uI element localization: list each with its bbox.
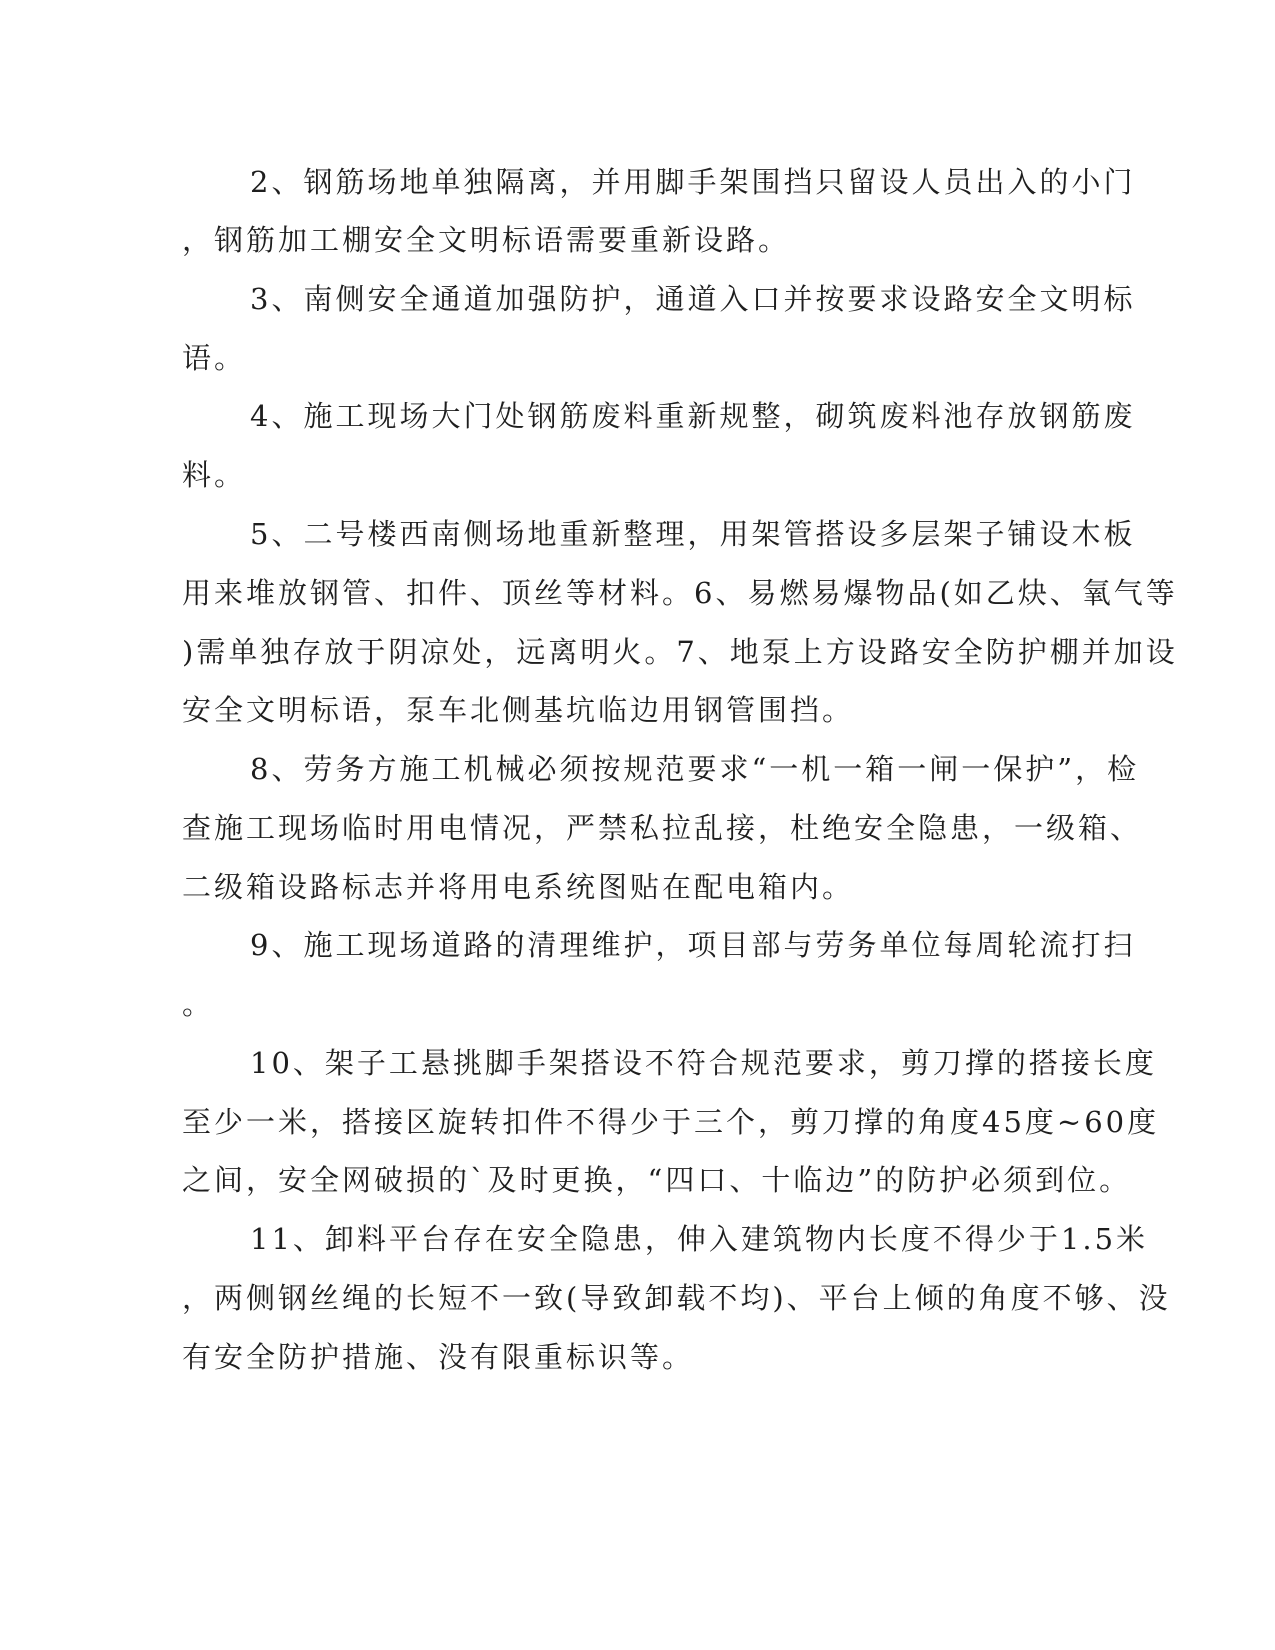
text-line-12: 查施工现场临时用电情况，严禁私拉乱接，杜绝安全隐患，一级箱、 xyxy=(182,811,1143,845)
text-line-2: ，钢筋加工棚安全文明标语需要重新设路。 xyxy=(182,223,791,257)
text-line-3: 3、南侧安全通道加强防护，通道入口并按要求设路安全文明标 xyxy=(250,282,1136,316)
text-line-5: 4、施工现场大门处钢筋废料重新规整，砌筑废料池存放钢筋废 xyxy=(250,399,1136,433)
text-line-20: ，两侧钢丝绳的长短不一致(导致卸载不均)、平台上倾的角度不够、没 xyxy=(182,1281,1171,1315)
text-line-14: 9、施工现场道路的清理维护，项目部与劳务单位每周轮流打扫 xyxy=(250,928,1136,962)
text-line-1: 2、钢筋场地单独隔离，并用脚手架围挡只留设人员出入的小门 xyxy=(250,165,1136,199)
text-line-16: 10、架子工悬挑脚手架搭设不符合规范要求，剪刀撑的搭接长度 xyxy=(250,1046,1157,1080)
text-line-11: 8、劳务方施工机械必须按规范要求“一机一箱一闸一保护”，检 xyxy=(250,752,1140,786)
text-line-4: 语。 xyxy=(182,341,247,375)
text-line-6: 料。 xyxy=(182,458,247,492)
text-line-10: 安全文明标语，泵车北侧基坑临边用钢管围挡。 xyxy=(182,693,855,727)
text-line-17: 至少一米，搭接区旋转扣件不得少于三个，剪刀撑的角度45度~60度 xyxy=(182,1105,1160,1139)
text-line-19: 11、卸料平台存在安全隐患，伸入建筑物内长度不得少于1.5米 xyxy=(250,1222,1149,1256)
text-line-15: 。 xyxy=(182,987,215,1021)
text-line-21: 有安全防护措施、没有限重标识等。 xyxy=(182,1340,695,1374)
text-line-13: 二级箱设路标志并将用电系统图贴在配电箱内。 xyxy=(182,870,855,904)
text-line-9: )需单独存放于阴凉处，远离明火。7、地泵上方设路安全防护棚并加设 xyxy=(182,635,1178,669)
text-line-8: 用来堆放钢管、扣件、顶丝等材料。6、易燃易爆物品(如乙炔、氧气等 xyxy=(182,576,1178,610)
text-line-18: 之间，安全网破损的`及时更换，“四口、十临边”的防护必须到位。 xyxy=(182,1163,1132,1197)
text-line-7: 5、二号楼西南侧场地重新整理，用架管搭设多层架子铺设木板 xyxy=(250,517,1136,551)
